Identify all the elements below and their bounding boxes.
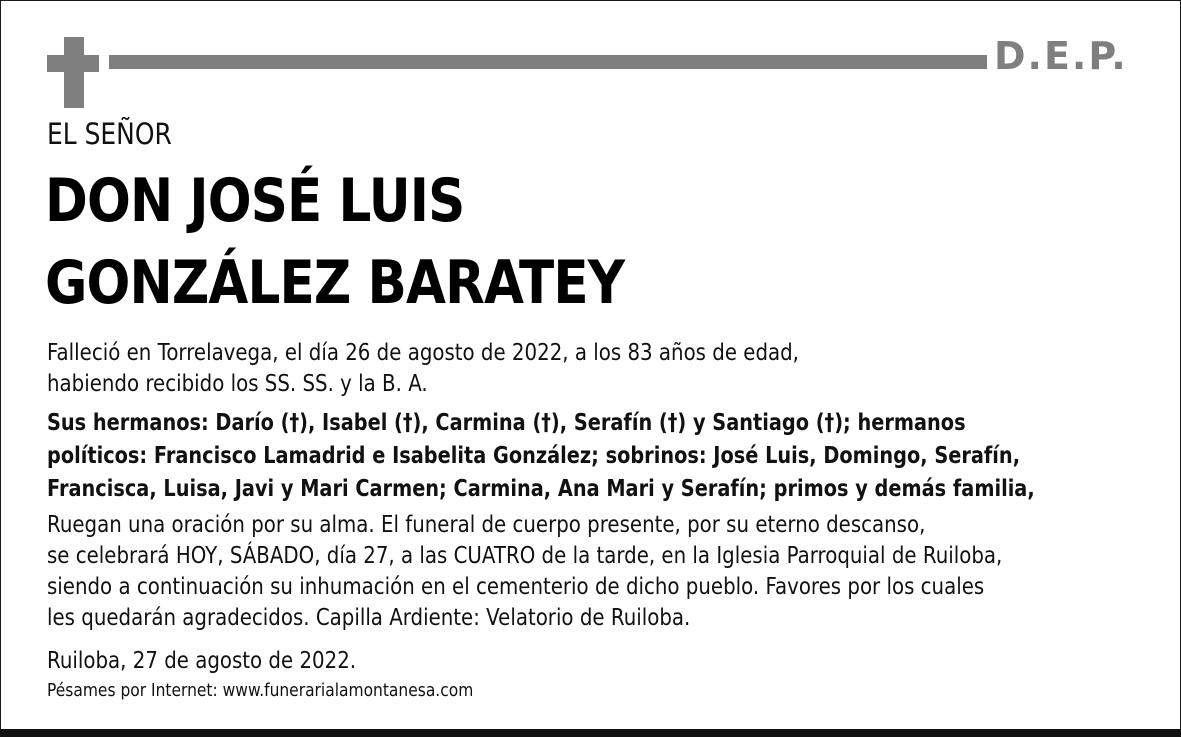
funeral-line4: les quedarán agradecidos. Capilla Ardiente: Velatorio de Ruiloba. [47, 605, 691, 631]
death-notice-line1: Falleció en Torrelavega, el día 26 de agosto de 2022, a los 83 años de edad, [47, 340, 799, 366]
cross-icon-arm [47, 55, 99, 72]
place-date: Ruiloba, 27 de agosto de 2022. [47, 648, 357, 674]
deceased-name-line1: DON JOSÉ LUIS [45, 166, 465, 236]
dep-label: D.E.P. [994, 34, 1128, 78]
funeral-line1: Ruegan una oración por su alma. El funeral de cuerpo presente, por su eterno descanso, [47, 512, 926, 538]
header-rule [109, 55, 987, 69]
family-line3: Francisca, Luisa, Javi y Mari Carmen; Carmina, Ana Mari y Serafín; primos y demás familia, [47, 476, 1035, 502]
family-line1: Sus hermanos: Darío (†), Isabel (†), Carmina (†), Serafín (†) y Santiago (†); hermanos [47, 410, 966, 436]
funeral-line3: siendo a continuación su inhumación en el cementerio de dicho pueblo. Favores por los cuales [47, 574, 985, 600]
cross-icon [64, 37, 84, 108]
bottom-rule [0, 729, 1181, 737]
honorific-title: EL SEÑOR [47, 117, 172, 151]
family-line2: políticos: Francisco Lamadrid e Isabelita González; sobrinos: José Luis, Domingo, Serafín, [47, 443, 1021, 469]
funeral-line2: se celebrará HOY, SÁBADO, día 27, a las CUATRO de la tarde, en la Iglesia Parroquial de Ruiloba, [47, 543, 1003, 569]
condolences-website: Pésames por Internet: www.funerarialamontanesa.com [47, 680, 474, 701]
deceased-name-line2: GONZÁLEZ BARATEY [45, 248, 625, 318]
death-notice-line2: habiendo recibido los SS. SS. y la B. A. [47, 371, 428, 397]
